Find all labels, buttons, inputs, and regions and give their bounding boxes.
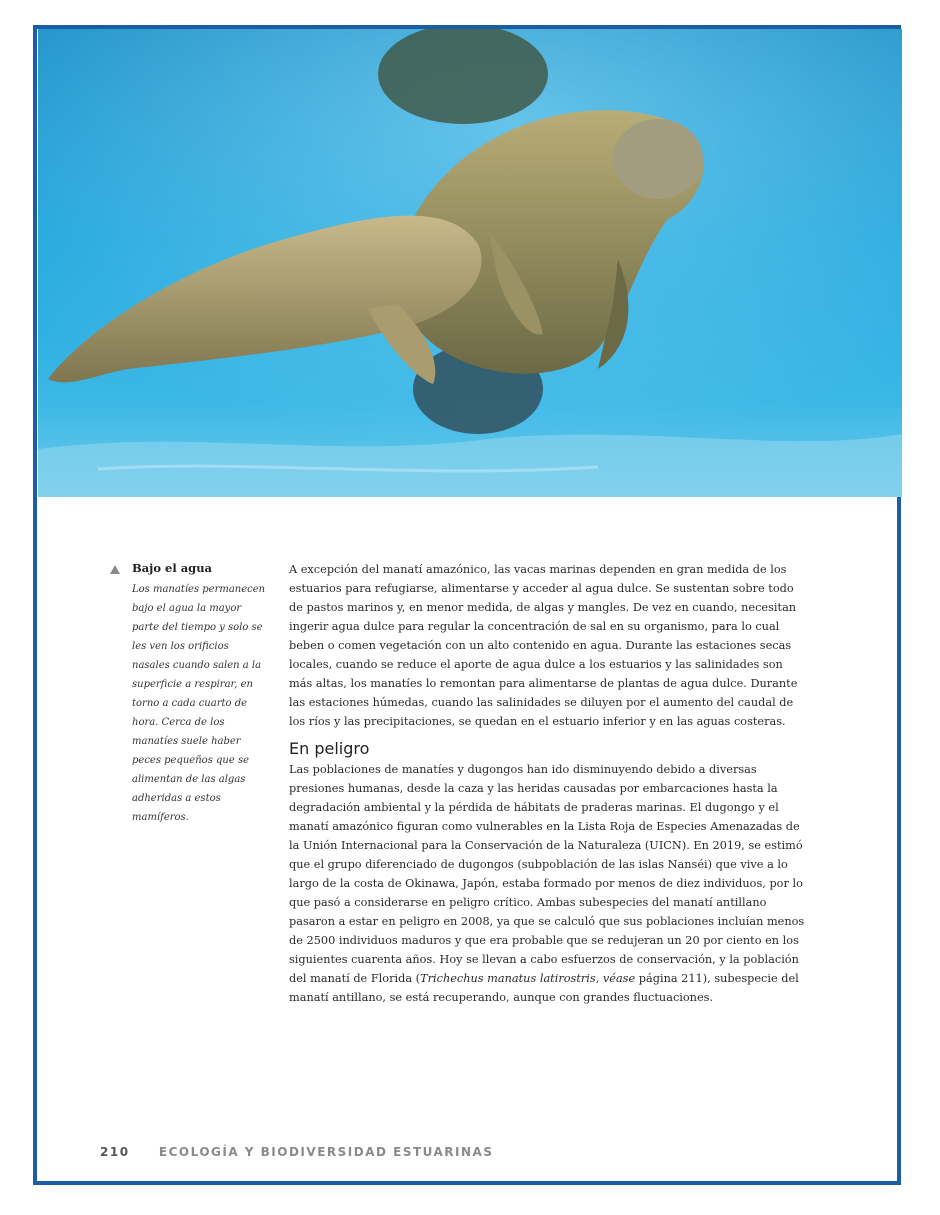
page-footer <box>100 1145 493 1159</box>
separator: , <box>595 972 603 985</box>
caption-text: Los manatíes permanecen bajo el agua la mayor parte del tiempo y solo se les ven los orificios nasales cuando salen a la superficie a respirar, en torno a cada cuarto de hora. Cerca de los manatíes suele haber peces pequeños que se alimentan de las algas adheridas a estos mamíferos. <box>132 584 266 823</box>
triangle-up-icon <box>110 565 120 574</box>
paragraph-endangered-end: página 211), subespecie del manatí antillano, se está recuperando, aunque con grandes fluctuaciones. <box>289 972 799 1004</box>
main-text <box>289 560 809 1007</box>
paragraph-estuaries: A excepción del manatí amazónico, las vacas marinas dependen en gran medida de los estuarios para refugiarse, alimentarse y acceder al agua dulce. Se sustentan sobre todo de pastos marinos y, en menor medida, de algas y mangles. De vez en cuando, necesitan ingerir agua dulce para regular la concentración de sal en su organismo, para lo cual beben o comen vegetación con un alto contenido en agua. Durante las estaciones secas locales, cuando se reduce el aporte de agua dulce a los estuarios y las salinidades son más altas, los manatíes lo remontan para alimentarse de plantas de agua dulce. Durante las estaciones húmedas, cuando las salinidades se diluyen por el aumento del caudal de los ríos y las precipitaciones, se quedan en el estuario inferior y en las aguas costeras. <box>289 563 798 728</box>
section-heading: En peligro <box>289 739 370 758</box>
paragraph-endangered <box>289 760 809 1007</box>
caption-title: Bajo el agua <box>132 561 213 575</box>
manatee-photo <box>38 29 902 497</box>
page-number: 210 <box>100 1145 130 1159</box>
see-reference: véase <box>602 972 636 985</box>
species-name: Trichechus manatus latirostris <box>420 972 596 985</box>
paragraph-endangered-text: Las poblaciones de manatíes y dugongos han ido disminuyendo debido a diversas presiones humanas, desde la caza y las heridas causadas por embarcaciones hasta la degradación ambiental y la pérdida de hábitats de praderas marinas. El dugongo y el manatí amazónico figuran como vulnerables en la Lista Roja de Especies Amenazadas de la Unión Internacional para la Conservación de la Naturaleza (UICN). En 2019, se estimó que el grupo diferenciado de dugongos (subpoblación de las islas Nanséi) que vive a lo largo de la costa de Okinawa, Japón, estaba formado por menos de diez individuos, por lo que pasó a considerarse en peligro crítico. Ambas subespecies del manatí antillano pasaron a estar en peligro en 2008, ya que se calculó que sus poblaciones incluían menos de 2500 individuos maduros y que era probable que se redujeran un 20 por ciento en los siguientes cuarenta años. Hoy se llevan a cabo esfuerzos de conservación, y la población del manatí de Florida ( <box>289 763 805 985</box>
section-title: ECOLOGÍA Y BIODIVERSIDAD ESTUARINAS <box>158 1145 494 1159</box>
